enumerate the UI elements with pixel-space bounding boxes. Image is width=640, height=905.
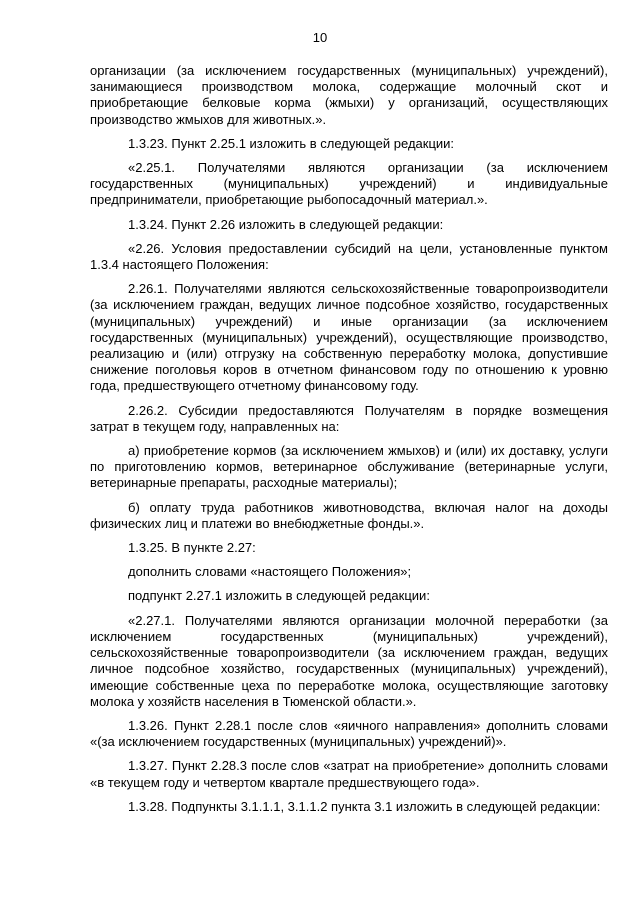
paragraph: б) оплату труда работников животноводства, включая налог на доходы физических лиц и платежи во внебюджетные фонды.».	[90, 499, 608, 531]
paragraph: 1.3.25. В пункте 2.27:	[128, 540, 256, 556]
paragraph: организации (за исключением государственных (муниципальных) учреждений), занимающиеся производством молока, содержащие молочный скот и приобретающие белковые корма (жмыхи) у организаций, осуществляющих производство жмыхов для животных.».	[90, 63, 608, 127]
paragraph: 1.3.26. Пункт 2.28.1 после слов «яичного направления» дополнить словами «(за исключением государственных (муниципальных) учреждений)».	[90, 717, 608, 750]
paragraph: «2.25.1. Получателями являются организации (за исключением государственных (муниципальных) учреждений) и индивидуальные предприниматели, приобретающие рыбопосадочный материал.».	[90, 160, 608, 208]
page-number: 10	[312, 30, 328, 45]
paragraph: 1.3.27. Пункт 2.28.3 после слов «затрат на приобретение» дополнить словами «в текущем году и четвертом квартале предшествующего года».	[90, 758, 608, 790]
paragraph: «2.27.1. Получателями являются организации молочной переработки (за исключением государственных (муниципальных) учреждений), сельскохозяйственные товаропроизводители (за исключением граждан, ведущих личное подсобное хозяйство, государственных (муниципальных) учреждений), имеющие собственные цеха по переработке молока, осуществляющие заготовку молока у хозяйств населения в Тюменской области.».	[90, 612, 608, 709]
paragraph: дополнить словами «настоящего Положения»;	[128, 564, 412, 580]
paragraph: 1.3.28. Подпункты 3.1.1.1, 3.1.1.2 пункта 3.1 изложить в следующей редакции:	[128, 798, 601, 814]
document-body	[90, 63, 608, 823]
paragraph: 2.26.2. Субсидии предоставляются Получателям в порядке возмещения затрат в текущем году, направленных на:	[90, 402, 608, 434]
paragraph: подпункт 2.27.1 изложить в следующей редакции:	[128, 588, 430, 604]
paragraph: 2.26.1. Получателями являются сельскохозяйственные товаропроизводители (за исключением граждан, ведущих личное подсобное хозяйство, государственных (муниципальных) учреждений) и иные организации (за исключением государственных (муниципальных) учреждений), осуществляющие производство, реализацию и (или) отгрузку на собственную переработку молока, допустившие снижение поголовья коров в отчетном финансовом году по отношению к уровню года, предшествующего отчетному финансовому году.	[90, 281, 608, 394]
paragraph: а) приобретение кормов (за исключением жмыхов) и (или) их доставку, услуги по приготовлению кормов, ветеринарное обслуживание (ветеринарные услуги, ветеринарные препараты, расходные материалы);	[90, 443, 608, 491]
paragraph: 1.3.24. Пункт 2.26 изложить в следующей редакции:	[128, 216, 444, 232]
paragraph: «2.26. Условия предоставлении субсидий на цели, установленные пунктом 1.3.4 настоящего Положения:	[90, 240, 608, 273]
paragraph: 1.3.23. Пункт 2.25.1 изложить в следующей редакции:	[128, 135, 455, 151]
